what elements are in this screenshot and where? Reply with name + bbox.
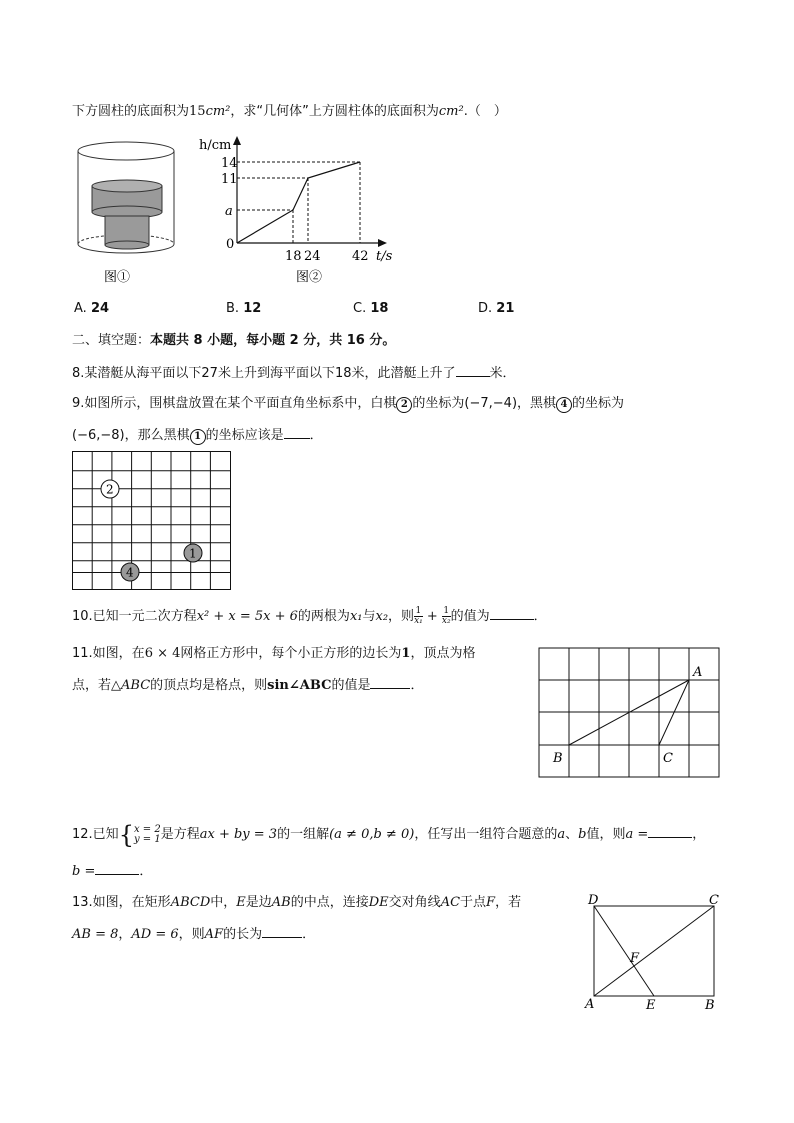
q9-text: 的坐标应该是 (205, 428, 284, 443)
q10-text: ． (533, 609, 547, 624)
label-c: C (709, 893, 719, 908)
q11-grid-size: 6 × 4 (144, 646, 181, 661)
q11-text: 的顶点均是格点，则 (150, 678, 268, 693)
q13-text: ． (302, 927, 316, 942)
q7-figure1-caption: 图① (104, 270, 131, 285)
q7-figure1-cylinder (70, 138, 188, 288)
q8-text: 米． (489, 366, 516, 381)
section-title: 二、填空题： (72, 333, 151, 348)
q10-answer-blank[interactable] (490, 607, 534, 620)
q13-line1 (72, 894, 521, 912)
q13-text: 交对角线 (388, 895, 441, 910)
circled-4: 4 (556, 397, 572, 413)
q10-root-2: x₂ (375, 609, 389, 624)
black-stone-1-label: 1 (189, 546, 197, 561)
denominator: x₁ (414, 616, 423, 626)
x-tick-42: 42 (352, 249, 369, 264)
var-b: b (578, 827, 587, 842)
q11-text: ，顶点为格 (410, 646, 476, 661)
q11-line2 (72, 676, 423, 695)
system-row-1: x = 2 (133, 823, 161, 835)
q12-text: 值，则 (586, 827, 626, 842)
q9-text: ． (309, 428, 323, 443)
y-tick-14: 14 (221, 156, 238, 171)
q7-area-value: 15 (189, 104, 206, 119)
q13-text: ， (118, 927, 132, 942)
q13-line2 (72, 925, 315, 944)
q12-text: 是方程 (160, 827, 200, 842)
segment-de: DE (368, 895, 389, 910)
q12-text: 、 (565, 827, 579, 842)
denominator: x₂ (441, 616, 451, 626)
q7-unit: cm² (205, 104, 231, 119)
q12-text: 的一组解 (277, 827, 330, 842)
section-2-header (72, 332, 395, 350)
option-value: 12 (243, 301, 262, 316)
q13-text: 中， (210, 895, 237, 910)
q10-text: 的值为 (450, 609, 490, 624)
var-a: a (557, 827, 566, 842)
q7-option-d[interactable] (478, 300, 514, 318)
segment-ac: AC (440, 895, 461, 910)
q10-equation: x² + x = 5x + 6 (196, 609, 298, 624)
q12-line2 (72, 862, 152, 881)
label-d: D (588, 893, 599, 908)
q10-text: 与 (362, 609, 376, 624)
point-f: F (486, 895, 496, 910)
plus-sign: + (422, 609, 442, 624)
system-row-2: y = 1 (133, 833, 161, 845)
q10-fraction-1 (414, 607, 423, 626)
label-f: F (630, 951, 640, 966)
q10-root-1: x₁ (349, 609, 363, 624)
q11-sine: sin∠ABC (267, 678, 332, 693)
option-letter: D. (478, 301, 497, 316)
q11-grid-figure (538, 647, 722, 781)
numerator: 1 (443, 606, 450, 616)
q10-fraction-2 (442, 607, 451, 626)
q9-go-board (72, 451, 234, 593)
q9-line2 (72, 426, 323, 445)
q7-answer-bracket: .（ ） (463, 104, 507, 119)
q7-option-a[interactable] (74, 300, 109, 318)
option-value: 21 (496, 301, 515, 316)
q13-text: 13.如图，在矩形 (72, 895, 171, 910)
y-axis-label: h/cm (199, 138, 232, 153)
q12-equation: ax + by = 3 (199, 827, 278, 842)
a-equals: a = (625, 827, 649, 842)
segment-af: AF (204, 927, 224, 942)
label-e: E (646, 998, 656, 1013)
q8-text: 8.某潜艇从海平面以下27米上升到海平面以下18米，此潜艇上升了 (72, 366, 456, 381)
q13-text: ，则 (178, 927, 205, 942)
q9-text: (−6,−8)，那么黑棋 (72, 428, 190, 443)
q12-line1 (72, 822, 705, 848)
q11-text: 点，若 (72, 678, 112, 693)
x-tick-18: 18 (285, 249, 302, 264)
q12-answer-a-blank[interactable] (648, 825, 692, 838)
q7-figure2-graph (195, 132, 405, 287)
q7-option-b[interactable] (226, 300, 261, 318)
q8 (72, 364, 516, 383)
q9-text: 的坐标为 (572, 396, 625, 411)
segment-ab: AB (271, 895, 291, 910)
q12-text: ． (139, 864, 153, 879)
q9-answer-blank[interactable] (284, 426, 310, 439)
q12-text: 12.已知 (72, 827, 119, 842)
q12-text: ，任写出一组符合题意的 (414, 827, 558, 842)
q13-condition-ab: AB = 8 (72, 927, 119, 942)
q13-text: 的长为 (223, 927, 263, 942)
point-c-label: C (663, 751, 673, 766)
q11-text: 网格正方形中，每个小正方形的边长为 (180, 646, 402, 661)
q13-answer-blank[interactable] (262, 925, 302, 938)
x-tick-24: 24 (304, 249, 321, 264)
q7-stem (72, 103, 507, 121)
q10-text: 的两根为 (297, 609, 350, 624)
q12-condition: (a ≠ 0,b ≠ 0) (329, 827, 415, 842)
origin-label: 0 (226, 237, 235, 252)
q8-answer-blank[interactable] (456, 364, 490, 377)
q10 (72, 607, 547, 626)
point-e: E (236, 895, 246, 910)
numerator: 1 (415, 606, 422, 616)
option-value: 24 (90, 301, 110, 316)
q9-line1 (72, 395, 624, 413)
q7-text: 下方圆柱的底面积为 (72, 104, 190, 119)
q13-condition-ad: AD = 6 (131, 927, 179, 942)
point-a-label: A (693, 665, 703, 680)
q7-figure2-caption: 图② (296, 270, 323, 285)
point-b-label: B (553, 751, 563, 766)
q7-text: ，求“几何体”上方圆柱体的底面积为 (230, 104, 439, 119)
option-value: 18 (370, 301, 389, 316)
section-desc: 本题共 8 小题，每小题 2 分，共 16 分。 (150, 333, 396, 348)
q11-triangle: △ABC (111, 678, 151, 693)
white-stone-label: 2 (106, 482, 114, 497)
q12-answer-b-blank[interactable] (95, 862, 139, 875)
q12-text: ， (692, 827, 706, 842)
q13-text: 于点 (460, 895, 487, 910)
label-a: A (585, 997, 595, 1012)
q9-text: 9.如图所示，围棋盘放置在某个平面直角坐标系中，白棋 (72, 396, 397, 411)
rect-name: ABCD (170, 895, 211, 910)
q11-side-length: 1 (401, 646, 411, 661)
black-stone-4-label: 4 (126, 565, 134, 580)
option-letter: C. (353, 301, 371, 316)
y-tick-a: a (225, 204, 233, 219)
q11-line1 (72, 645, 475, 663)
q7-unit: cm² (438, 104, 464, 119)
circled-1: 1 (190, 429, 206, 445)
q11-text: ． (410, 678, 424, 693)
b-equals: b = (72, 864, 96, 879)
option-letter: B. (226, 301, 244, 316)
q10-text: ，则 (388, 609, 415, 624)
q12-equation-system: { x = 2 y = 1 (118, 820, 161, 849)
q11-text: 的值是 (331, 678, 371, 693)
y-tick-11: 11 (221, 172, 238, 187)
option-letter: A. (74, 301, 91, 316)
q7-option-c[interactable] (353, 300, 388, 318)
x-axis-label: t/s (376, 249, 393, 264)
q10-text: 10.已知一元二次方程 (72, 609, 197, 624)
q9-text: 的坐标为(−7,−4)，黑棋 (412, 396, 557, 411)
q11-text: 11.如图，在 (72, 646, 145, 661)
circled-2: 2 (396, 397, 412, 413)
label-b: B (705, 998, 715, 1013)
q11-answer-blank[interactable] (370, 676, 410, 689)
q13-text: 是边 (245, 895, 272, 910)
q13-rectangle-figure (580, 890, 730, 1015)
q13-text: 的中点，连接 (290, 895, 369, 910)
q13-text: ，若 (495, 895, 522, 910)
